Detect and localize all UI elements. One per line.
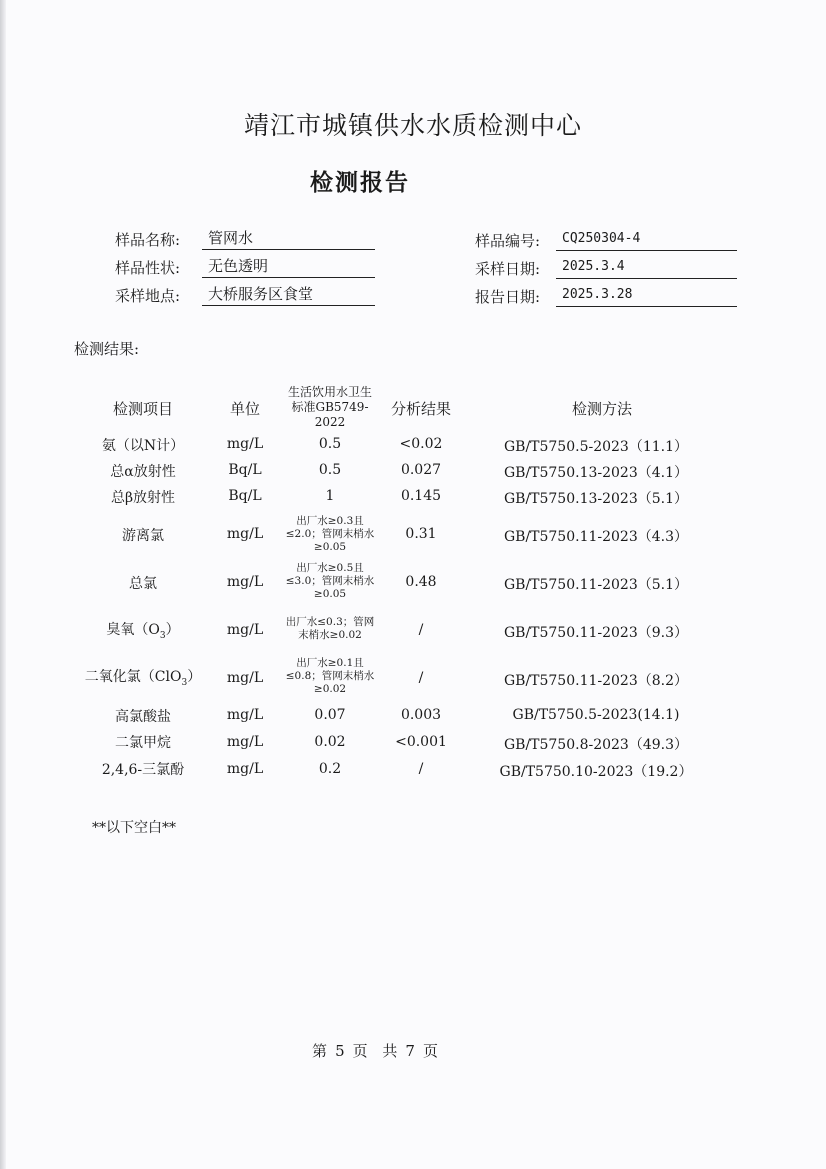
row-5-unit: mg/L bbox=[226, 622, 264, 638]
sample-name-value: 管网水 bbox=[202, 228, 375, 250]
row-6-method: GB/T5750.11-2023（8.2） bbox=[503, 673, 689, 689]
row-4-standard: 出厂水≥0.5且≤3.0；管网末梢水≥0.05 bbox=[285, 562, 375, 600]
header-unit: 单位 bbox=[229, 400, 260, 418]
header-method: 检测方法 bbox=[571, 400, 632, 418]
row-6-item bbox=[64, 666, 222, 688]
organization-title: 靖江市城镇供水水质检测中心 bbox=[243, 111, 582, 140]
row-5-item-end: ） bbox=[165, 622, 180, 638]
row-6-item-subscript: 3 bbox=[181, 677, 188, 688]
row-6-standard: 出厂水≥0.1且≤0.8；管网末梢水≥0.02 bbox=[285, 657, 375, 695]
row-6-item-text: 二氧化氯（ClO bbox=[84, 669, 182, 685]
sample-state-value: 无色透明 bbox=[202, 256, 375, 278]
row-7-item: 高氯酸盐 bbox=[115, 709, 171, 725]
header-item: 检测项目 bbox=[112, 400, 173, 418]
row-5-item bbox=[72, 619, 214, 641]
page-prefix: 第 bbox=[312, 1042, 328, 1060]
row-1-unit: Bq/L bbox=[228, 462, 262, 478]
header-standard: 生活饮用水卫生标准GB5749-2022 bbox=[287, 385, 372, 429]
report-date-label: 报告日期: bbox=[474, 288, 540, 306]
row-3-item: 游离氯 bbox=[122, 528, 164, 544]
sample-name-label: 样品名称: bbox=[114, 231, 180, 249]
row-8-unit: mg/L bbox=[226, 734, 264, 750]
row-5-standard: 出厂水≤0.3；管网末梢水≥0.02 bbox=[285, 616, 375, 641]
row-0-unit: mg/L bbox=[226, 436, 264, 452]
row-6-result: / bbox=[418, 670, 424, 686]
row-8-result: <0.001 bbox=[395, 734, 447, 750]
row-3-standard: 出厂水≥0.3且≤2.0；管网末梢水≥0.05 bbox=[285, 515, 375, 553]
row-7-method: GB/T5750.5-2023(14.1) bbox=[512, 707, 680, 723]
row-1-result: 0.027 bbox=[400, 462, 442, 478]
row-5-result: / bbox=[418, 622, 424, 638]
row-7-standard: 0.07 bbox=[314, 707, 346, 723]
row-2-unit: Bq/L bbox=[228, 488, 262, 504]
row-2-item: 总β放射性 bbox=[110, 490, 176, 506]
row-4-method: GB/T5750.11-2023（5.1） bbox=[503, 577, 689, 593]
page-middle: 页 共 bbox=[352, 1042, 398, 1060]
row-9-standard: 0.2 bbox=[318, 761, 342, 777]
sampling-date-label: 采样日期: bbox=[474, 260, 540, 278]
row-3-method: GB/T5750.11-2023（4.3） bbox=[503, 529, 689, 545]
row-9-method: GB/T5750.10-2023（19.2） bbox=[499, 764, 693, 780]
page-total: 7 bbox=[405, 1042, 415, 1060]
row-2-method: GB/T5750.13-2023（5.1） bbox=[503, 491, 689, 507]
row-5-item-text: 臭氧（O bbox=[106, 622, 160, 638]
row-9-result: / bbox=[418, 761, 424, 777]
row-7-unit: mg/L bbox=[226, 707, 264, 723]
row-3-result: 0.31 bbox=[405, 526, 437, 542]
page-current: 5 bbox=[335, 1042, 345, 1060]
row-9-unit: mg/L bbox=[226, 761, 264, 777]
sampling-location-label: 采样地点: bbox=[114, 287, 180, 305]
row-4-item: 总氯 bbox=[129, 576, 157, 592]
results-section-label: 检测结果: bbox=[74, 340, 140, 358]
row-0-standard: 0.5 bbox=[318, 436, 342, 452]
row-0-method: GB/T5750.5-2023（11.1） bbox=[503, 439, 689, 455]
row-8-item: 二氯甲烷 bbox=[115, 735, 171, 751]
sample-number-value: CQ250304-4 bbox=[556, 229, 737, 251]
blank-below-note: **以下空白** bbox=[92, 820, 176, 836]
row-9-item: 2,4,6-三氯酚 bbox=[101, 762, 185, 778]
row-1-standard: 0.5 bbox=[318, 462, 342, 478]
row-1-item: 总α放射性 bbox=[110, 464, 176, 480]
row-8-method: GB/T5750.8-2023（49.3） bbox=[503, 737, 689, 753]
row-5-method: GB/T5750.11-2023（9.3） bbox=[503, 625, 689, 641]
sample-number-label: 样品编号: bbox=[474, 232, 540, 250]
row-6-unit: mg/L bbox=[226, 670, 264, 686]
row-0-result: <0.02 bbox=[399, 436, 443, 452]
row-7-result: 0.003 bbox=[400, 707, 442, 723]
row-6-item-end: ） bbox=[187, 669, 202, 685]
report-title: 检测报告 bbox=[310, 169, 410, 196]
row-4-result: 0.48 bbox=[405, 574, 437, 590]
sampling-date-value: 2025.3.4 bbox=[556, 257, 737, 279]
page-footer bbox=[0, 1040, 750, 1061]
row-5-item-subscript: 3 bbox=[159, 630, 166, 641]
row-4-unit: mg/L bbox=[226, 574, 264, 590]
row-1-method: GB/T5750.13-2023（4.1） bbox=[503, 465, 689, 481]
page-suffix: 页 bbox=[422, 1042, 438, 1060]
row-2-result: 0.145 bbox=[400, 488, 442, 504]
sampling-location-value: 大桥服务区食堂 bbox=[202, 284, 375, 306]
header-result: 分析结果 bbox=[390, 400, 451, 418]
row-2-standard: 1 bbox=[325, 488, 335, 504]
sample-state-label: 样品性状: bbox=[114, 259, 180, 277]
row-3-unit: mg/L bbox=[226, 526, 264, 542]
row-8-standard: 0.02 bbox=[314, 734, 346, 750]
report-date-value: 2025.3.28 bbox=[556, 285, 737, 307]
row-0-item: 氨（以N计） bbox=[101, 438, 185, 454]
